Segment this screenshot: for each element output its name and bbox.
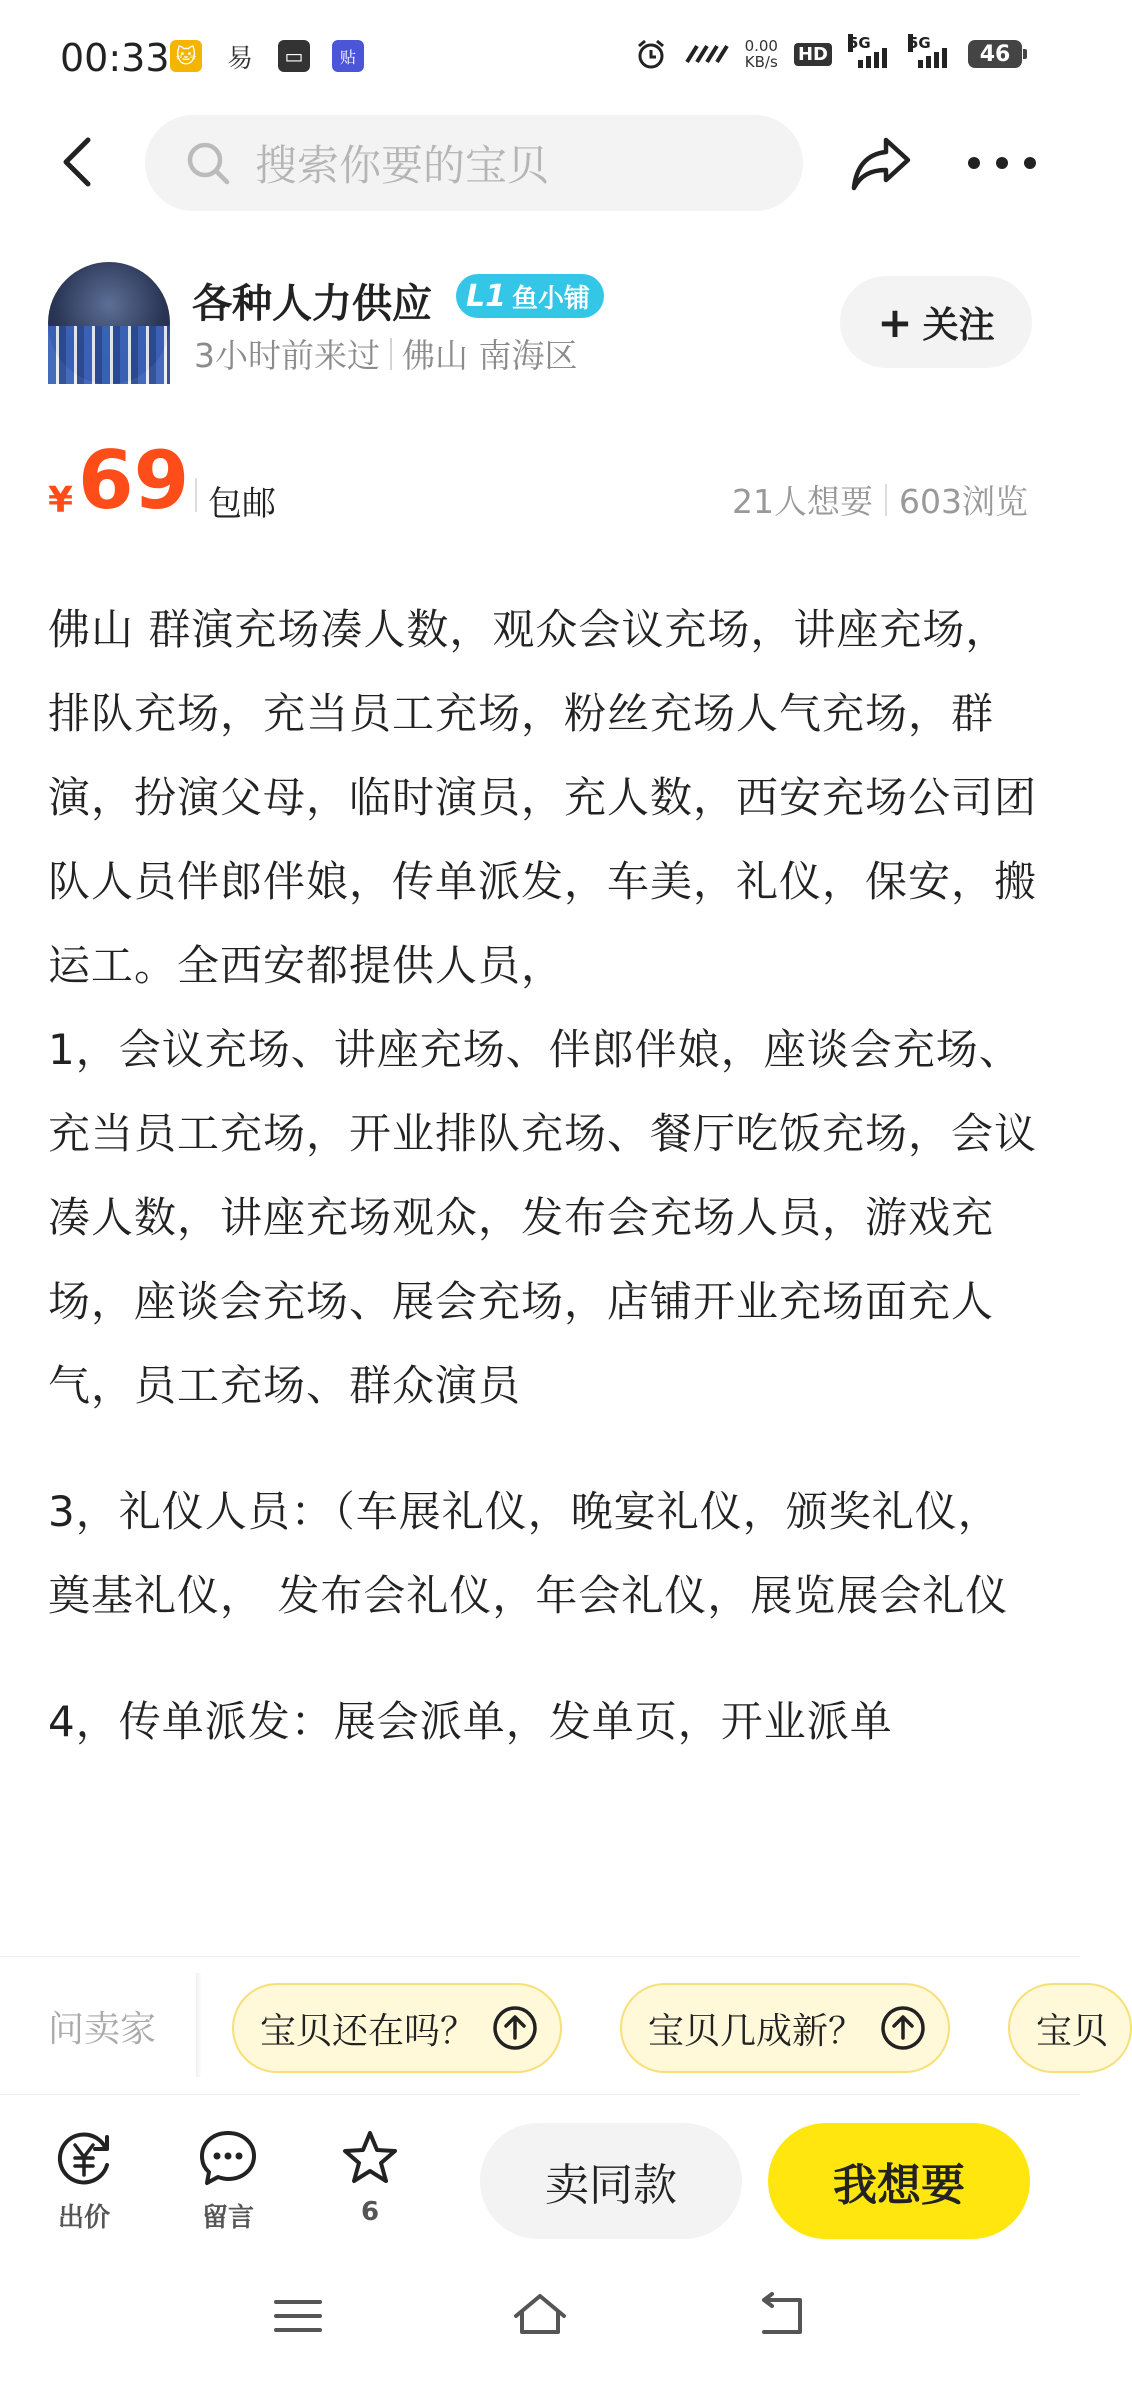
app-notification-icon: 易 — [226, 43, 253, 74]
wants-count: 21人想要 — [732, 482, 873, 521]
signal-1-icon — [848, 34, 892, 68]
level-value: L1 — [466, 278, 506, 314]
quick-question-still-available[interactable] — [232, 1983, 562, 2073]
offer-yuan-icon — [53, 2127, 115, 2189]
comment-label: 留言 — [201, 2203, 254, 2233]
status-right-icons — [635, 34, 1022, 71]
plus-icon: + — [877, 297, 913, 347]
bottom-action-bar — [0, 2094, 1080, 2244]
last-seen: 3小时前来过 — [194, 336, 380, 375]
search-placeholder: 搜索你要的宝贝 — [255, 141, 550, 190]
ask-separator — [196, 1973, 202, 2077]
item-description — [48, 588, 1038, 1956]
net-speed-value: 0.00 — [744, 37, 778, 55]
price: 69 — [78, 434, 190, 527]
want-button[interactable]: 我想要 — [768, 2123, 1030, 2239]
currency-symbol: ¥ — [48, 480, 74, 521]
seller-level-badge — [456, 274, 604, 318]
sim2-label: 5G — [908, 34, 931, 52]
top-nav — [0, 110, 1080, 220]
quick-question-partial[interactable] — [1008, 1983, 1132, 2073]
quick-question-text: 宝贝几成新？ — [648, 2010, 865, 2052]
description-paragraph-1: 佛山 群演充场凑人数，观众会议充场，讲座充场，排队充场，充当员工充场，粉丝充场人气充场，群演，扮演父母，临时演员，充人数，西安充场公司团队人员伴郎伴娘，传单派发，车美，礼仪，保安，搬运工。全西安都提供人员， — [48, 605, 1038, 990]
cat-app-icon: 🐱 — [170, 40, 202, 72]
comment-icon — [197, 2127, 259, 2189]
meta-divider — [390, 338, 392, 370]
network-speed — [745, 38, 778, 70]
description-paragraph-2: 1，会议充场、讲座充场、伴郎伴娘，座谈会充场、充当员工充场，开业排队充场、餐厅吃饭充场，会议凑人数，讲座充场观众，发布会充场人员，游戏充场，座谈会充场、展会充场，店铺开业充场面充人气，员工充场、群众演员 — [48, 1025, 1038, 1410]
status-bar — [0, 0, 1080, 120]
more-options-icon[interactable] — [968, 148, 1036, 178]
favorite-button[interactable] — [320, 2127, 420, 2227]
comment-button[interactable] — [178, 2127, 278, 2234]
search-input[interactable] — [145, 115, 803, 211]
search-icon — [185, 140, 231, 186]
stats-divider — [885, 484, 887, 516]
menu-icon[interactable] — [266, 2284, 330, 2348]
shipping-label: 包邮 — [208, 484, 276, 524]
level-label: 鱼小铺 — [512, 283, 591, 314]
sim1-label: 5G — [848, 34, 871, 52]
follow-label: 关注 — [922, 304, 995, 346]
ask-seller-label: 问卖家 — [48, 2009, 157, 2050]
star-icon — [339, 2127, 401, 2189]
offer-label: 出价 — [57, 2203, 110, 2233]
back-nav-icon[interactable] — [750, 2284, 814, 2348]
sell-same-button[interactable]: 卖同款 — [480, 2123, 742, 2239]
system-navigation-bar — [0, 2244, 1080, 2388]
seller-location: 佛山 南海区 — [402, 336, 578, 375]
alarm-icon — [635, 38, 667, 70]
price-divider — [195, 478, 197, 512]
views-count: 603浏览 — [899, 482, 1028, 521]
hd-icon: HD — [794, 43, 832, 66]
home-icon[interactable] — [508, 2284, 572, 2348]
arrow-up-circle-icon — [492, 2005, 538, 2051]
share-icon[interactable] — [848, 130, 914, 196]
net-speed-unit: KB/s — [744, 53, 778, 71]
nfc-icon — [683, 42, 729, 66]
favorite-count: 6 — [360, 2197, 380, 2227]
message-app-icon: ▭ — [278, 40, 310, 72]
quick-question-text: 宝贝还在吗？ — [260, 2010, 477, 2052]
description-paragraph-4: 4，传单派发：展会派单，发单页，开业派单 — [48, 1697, 893, 1746]
arrow-up-circle-icon — [880, 2005, 926, 2051]
sticker-app-icon: 贴 — [332, 40, 364, 72]
notification-icons — [170, 40, 364, 72]
avatar-image — [48, 326, 170, 384]
quick-question-text: 宝贝 — [1036, 2010, 1109, 2052]
ask-seller-bar — [0, 1956, 1109, 2094]
description-paragraph-3: 3，礼仪人员：（车展礼仪，晚宴礼仪，颁奖礼仪，奠基礼仪， 发布会礼仪，年会礼仪，展览展会礼仪 — [48, 1487, 1009, 1620]
signal-2-icon — [908, 34, 952, 68]
seller-name[interactable]: 各种人力供应 — [192, 281, 432, 327]
seller-meta — [194, 330, 578, 377]
quick-question-condition[interactable] — [620, 1983, 950, 2073]
battery-icon: 46 — [968, 40, 1022, 68]
price-row — [0, 434, 1080, 530]
follow-button[interactable] — [840, 276, 1032, 368]
listing-stats — [732, 476, 1028, 523]
seller-info[interactable] — [0, 258, 1080, 388]
back-icon[interactable] — [50, 132, 110, 192]
status-time: 00:33 — [60, 36, 170, 80]
seller-avatar[interactable] — [48, 262, 170, 384]
offer-button[interactable] — [34, 2127, 134, 2234]
